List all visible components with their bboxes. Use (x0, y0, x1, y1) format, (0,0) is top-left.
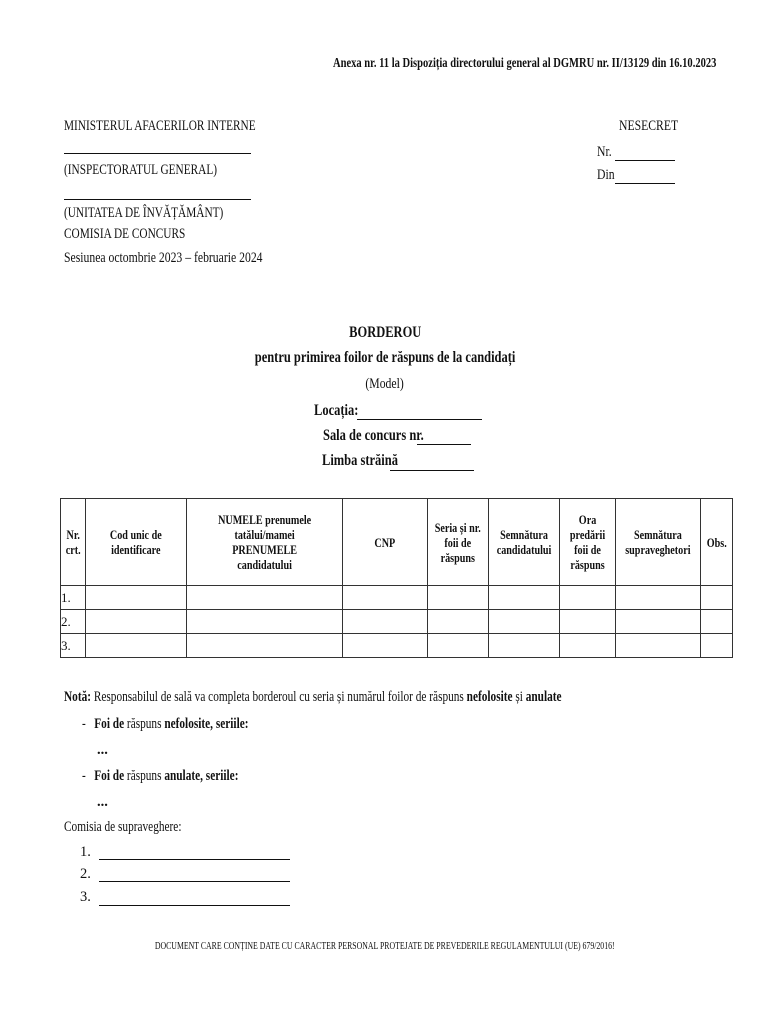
header-semnatura-candidat: Semnătura candidatului (488, 499, 559, 586)
table-row (61, 634, 733, 658)
inspectorate-label: (INSPECTORATUL GENERAL) (64, 162, 218, 178)
supervision-commission-label: Comisia de supraveghere: (64, 819, 182, 835)
unused-sheets-item: - Foi de răspuns nefolosite, seriile: (82, 716, 249, 732)
header-ora-predarii: Ora predării foii de răspuns (559, 499, 615, 586)
personal-data-footer: DOCUMENT CARE CONȚINE DATE CU CARACTER PERSONAL PROTEJATE DE PREVEDERILE REGULAMENTULUI (UE) 679/2016! (155, 941, 615, 952)
cell-cod[interactable] (86, 610, 187, 634)
document-title: BORDEROU (348, 324, 422, 341)
cell-nume[interactable] (187, 610, 343, 634)
cell-ora[interactable] (559, 586, 615, 610)
cell-cod[interactable] (86, 634, 187, 658)
language-label: Limba străină (322, 452, 398, 469)
member-number-3: 3. (80, 889, 91, 905)
note-cancelled: anulate (525, 689, 562, 705)
row-number: 1. (61, 586, 86, 610)
nr-blank-line (615, 160, 675, 161)
session-label: Sesiunea octombrie 2023 – februarie 2024 (64, 250, 263, 266)
cell-semnatura-candidat[interactable] (488, 634, 559, 658)
nr-label: Nr. (597, 144, 612, 160)
cell-obs[interactable] (700, 586, 733, 610)
member-signature-line-1[interactable] (99, 859, 290, 860)
cell-seria[interactable] (428, 610, 489, 634)
note-label: Notă: (64, 689, 92, 705)
cell-cnp[interactable] (343, 634, 428, 658)
ministry-name: MINISTERUL AFACERILOR INTERNE (64, 118, 256, 134)
cell-seria[interactable] (428, 586, 489, 610)
cell-cod[interactable] (86, 586, 187, 610)
cell-seria[interactable] (428, 634, 489, 658)
cell-semnatura-candidat[interactable] (488, 586, 559, 610)
cell-semnatura-supraveghetori[interactable] (615, 610, 700, 634)
din-blank-line (615, 183, 675, 184)
table-header-row (61, 499, 733, 586)
cell-semnatura-supraveghetori[interactable] (615, 634, 700, 658)
header-nr-crt: Nr. crt. (61, 499, 86, 586)
location-blank-line (357, 419, 482, 420)
cell-ora[interactable] (559, 634, 615, 658)
row-number: 2. (61, 610, 86, 634)
cancelled-sheets-dots: ... (97, 794, 108, 810)
din-label: Din (597, 167, 615, 183)
cell-cnp[interactable] (343, 586, 428, 610)
header-semnatura-supraveghetori: Semnătura supraveghetori (615, 499, 700, 586)
cell-ora[interactable] (559, 610, 615, 634)
member-signature-line-3[interactable] (99, 905, 290, 906)
model-label: (Model) (365, 376, 405, 392)
inspectorate-blank-line (64, 153, 251, 154)
table-row (61, 610, 733, 634)
language-blank-line (390, 470, 474, 471)
header-obs: Obs. (700, 499, 733, 586)
room-blank-line (417, 444, 471, 445)
note-paragraph (64, 689, 702, 706)
header-cod-unic: Cod unic de identificare (86, 499, 187, 586)
unused-sheets-dots: ... (97, 742, 108, 758)
classification-label: NESECRET (619, 118, 679, 134)
cell-obs[interactable] (700, 634, 733, 658)
cell-semnatura-candidat[interactable] (488, 610, 559, 634)
header-nume: NUMELE prenumele tatălui/mamei PRENUMELE candidatului (187, 499, 343, 586)
cell-nume[interactable] (187, 586, 343, 610)
document-subtitle: pentru primirea foilor de răspuns de la candidați (254, 349, 516, 366)
row-number: 3. (61, 634, 86, 658)
annex-reference: Anexa nr. 11 la Dispoziția directorului general al DGMRU nr. II/13129 din 16.10.2023 (333, 55, 717, 70)
member-number-2: 2. (80, 866, 91, 882)
cell-nume[interactable] (187, 634, 343, 658)
note-text: Responsabilul de sală va completa borderoul cu seria și numărul foilor de răspuns (93, 689, 464, 705)
table-row (61, 586, 733, 610)
unit-label: (UNITATEA DE ÎNVĂȚĂMÂNT) (64, 205, 224, 221)
note-unused: nefolosite (466, 689, 513, 705)
note-and: și (515, 689, 523, 705)
unit-blank-line (64, 199, 251, 200)
member-signature-line-2[interactable] (99, 881, 290, 882)
member-number-1: 1. (80, 844, 91, 860)
cell-semnatura-supraveghetori[interactable] (615, 586, 700, 610)
location-label: Locația: (314, 402, 359, 419)
header-cnp: CNP (343, 499, 428, 586)
commission-label: COMISIA DE CONCURS (64, 226, 186, 242)
header-seria: Seria și nr. foii de răspuns (428, 499, 489, 586)
cancelled-sheets-item: - Foi de răspuns anulate, seriile: (82, 768, 239, 784)
cell-cnp[interactable] (343, 610, 428, 634)
room-label: Sala de concurs nr. (323, 427, 424, 444)
cell-obs[interactable] (700, 610, 733, 634)
candidates-table (60, 498, 733, 658)
